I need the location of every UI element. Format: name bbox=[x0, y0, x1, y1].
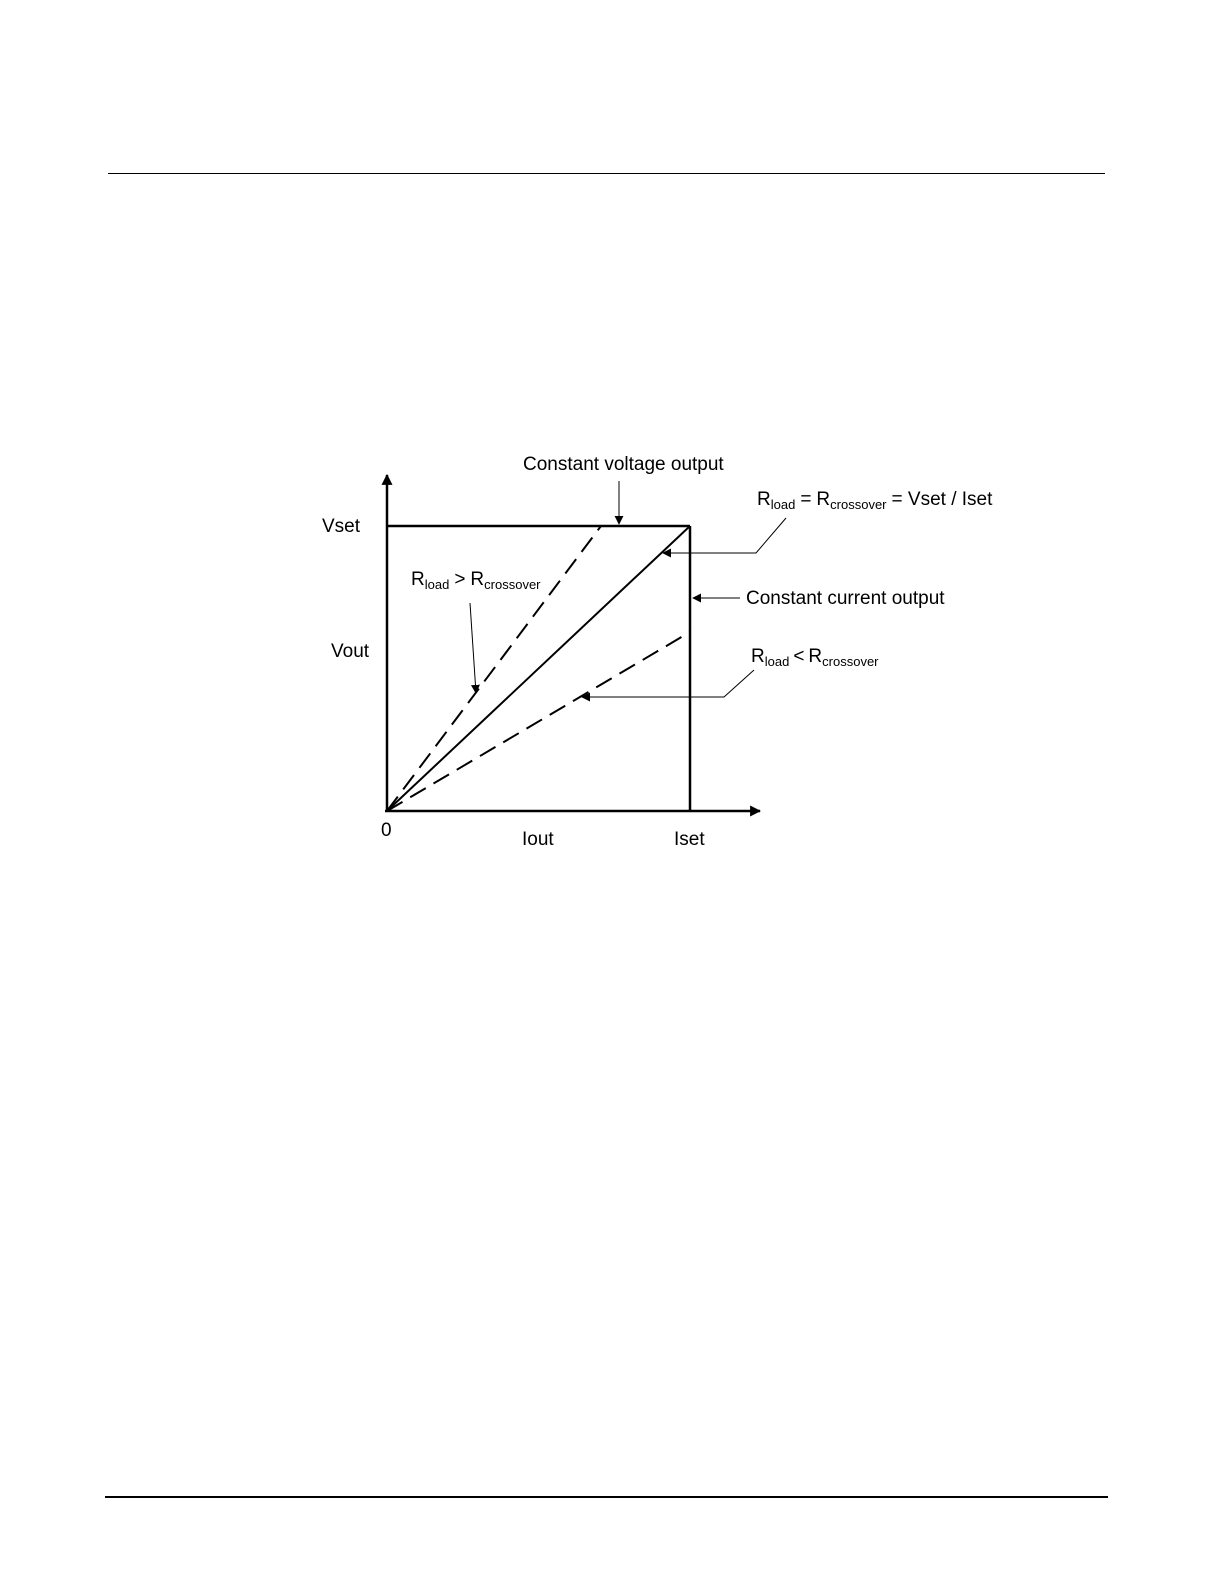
vset-label: Vset bbox=[322, 516, 361, 537]
origin-label: 0 bbox=[381, 820, 392, 841]
high-load-annotation: $R_{load} > R_{crossover}$ bbox=[411, 569, 541, 592]
crossover-pointer-arrow bbox=[663, 518, 786, 553]
low-load-annotation: $R_{load} < R_{crossover}$ bbox=[751, 646, 879, 669]
iset-label: Iset bbox=[674, 829, 705, 850]
constant-current-annotation: Constant current output bbox=[746, 588, 945, 609]
crossover-load-line bbox=[387, 526, 690, 811]
iout-label: Iout bbox=[522, 829, 554, 850]
low-load-pointer-arrow bbox=[582, 670, 754, 697]
constant-voltage-annotation: Constant voltage output bbox=[523, 454, 724, 475]
crossover-annotation: $R_{load} = R_{crossover}$ = Vset / Iset bbox=[757, 489, 993, 512]
vout-label: Vout bbox=[331, 641, 370, 662]
low-load-dashed-line bbox=[387, 632, 690, 811]
high-load-pointer-arrow bbox=[470, 603, 476, 693]
